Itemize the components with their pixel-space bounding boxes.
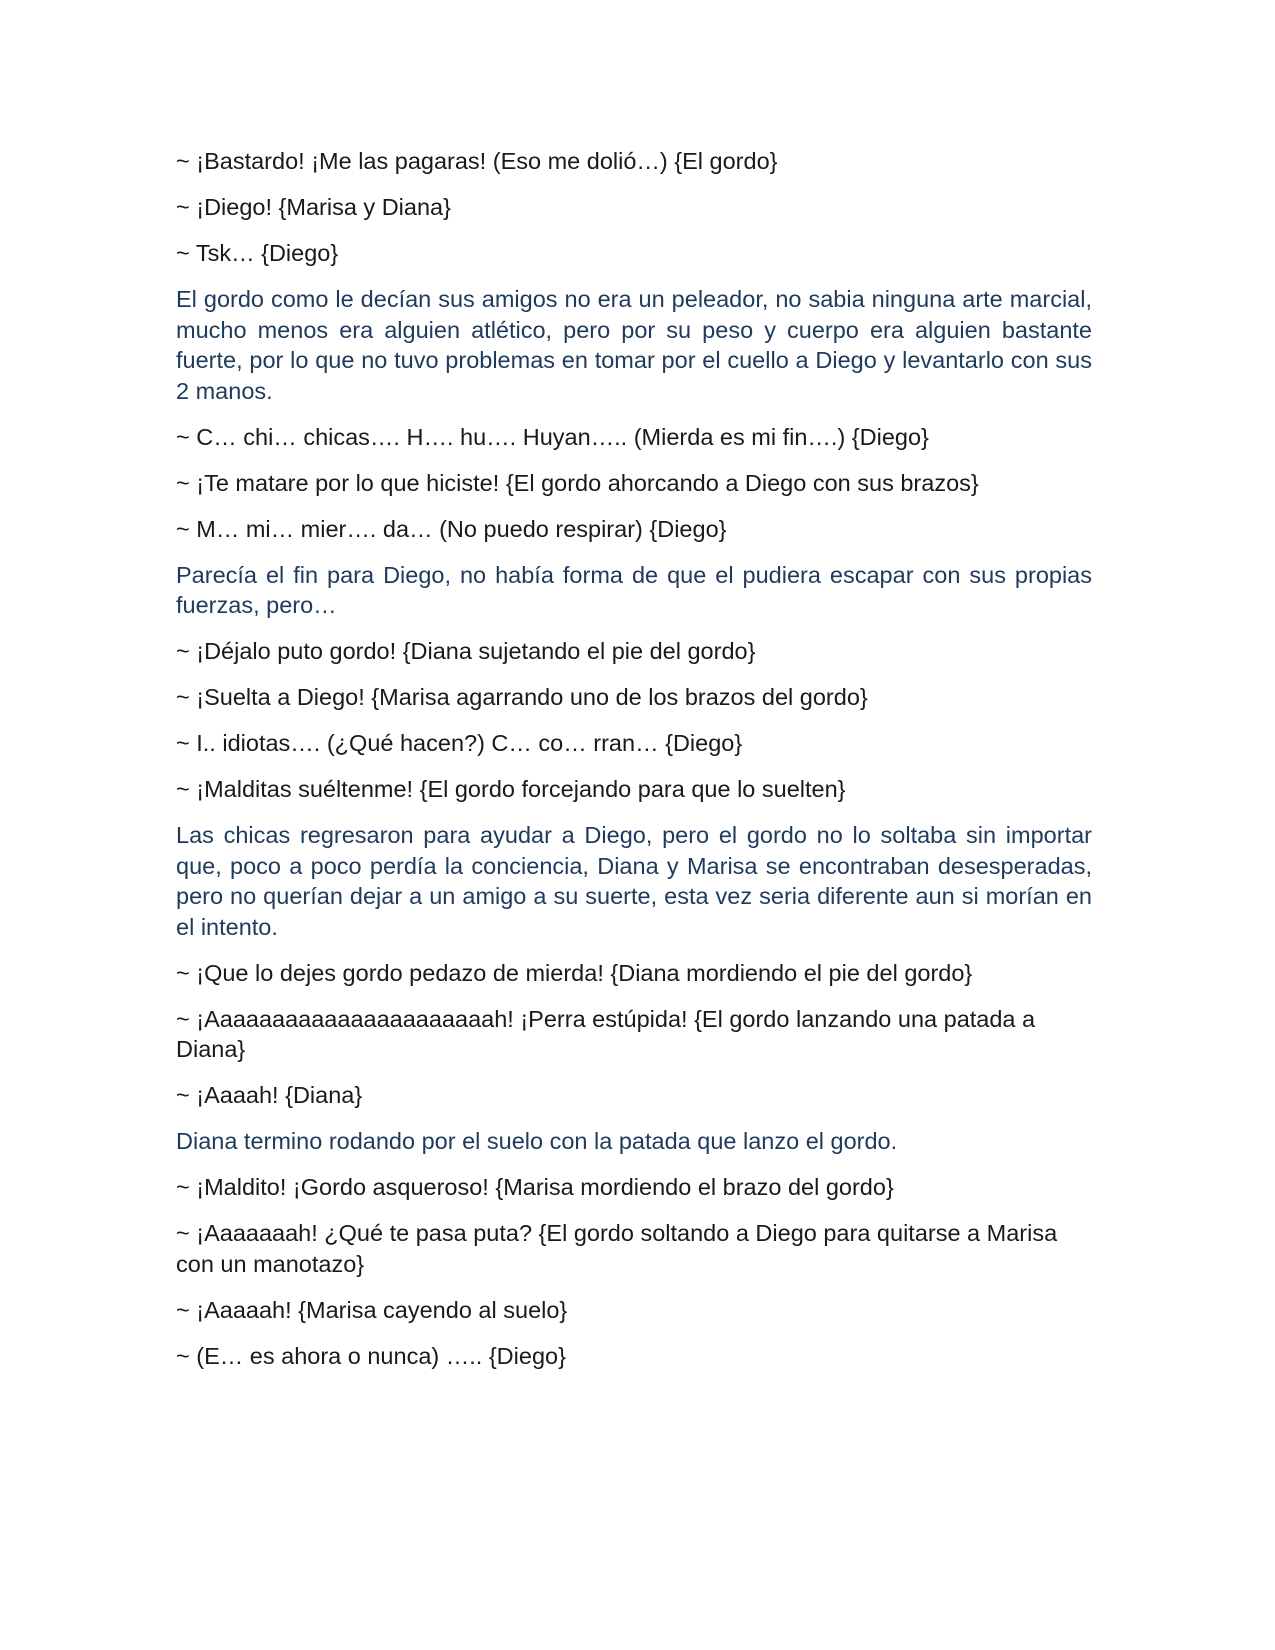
dialogue-line: ~ ¡Suelta a Diego! {Marisa agarrando uno de los brazos del gordo} (176, 684, 868, 710)
dialogue-line: ~ ¡Déjalo puto gordo! {Diana sujetando el pie del gordo} (176, 638, 756, 664)
narration-paragraph: Parecía el fin para Diego, no había forma de que el pudiera escapar con sus propias fuerzas, pero… (176, 561, 1092, 618)
dialogue-line: ~ (E… es ahora o nunca) ….. {Diego} (176, 1342, 566, 1369)
dialogue-line: ~ ¡Aaaaaaaaaaaaaaaaaaaaaah! ¡Perra estúpida! {El gordo lanzando una patada a Diana} (176, 1005, 1036, 1062)
narration-paragraph: El gordo como le decían sus amigos no era un peleador, no sabia ninguna arte marcial, mucho menos era alguien atlético, pero por su peso y cuerpo era alguien bastante fuerte, por lo que no tuvo problemas en tomar por el cuello a Diego y levantarlo con sus 2 manos. (176, 286, 1092, 404)
document-body (176, 146, 1092, 1387)
dialogue-line: ~ ¡Aaaah! {Diana} (176, 1082, 363, 1108)
dialogue-line: ~ ¡Maldito! ¡Gordo asqueroso! {Marisa mordiendo el brazo del gordo} (176, 1174, 894, 1200)
dialogue-line: ~ ¡Aaaaah! {Marisa cayendo al suelo} (176, 1296, 568, 1323)
dialogue-line: ~ M… mi… mier…. da… (No puedo respirar) {Diego} (176, 515, 727, 542)
dialogue-line: ~ ¡Te matare por lo que hiciste! {El gordo ahorcando a Diego con sus brazos} (176, 469, 979, 496)
dialogue-line: ~ ¡Aaaaaaah! ¿Qué te pasa puta? {El gordo soltando a Diego para quitarse a Marisa con un manotazo} (176, 1220, 1058, 1277)
dialogue-line: ~ ¡Diego! {Marisa y Diana} (176, 194, 451, 220)
dialogue-line: ~ C… chi… chicas…. H…. hu…. Huyan….. (Mierda es mi fin….) {Diego} (176, 423, 929, 450)
dialogue-line: ~ Tsk… {Diego} (176, 240, 339, 266)
narration-paragraph: Diana termino rodando por el suelo con la patada que lanzo el gordo. (176, 1128, 898, 1154)
dialogue-line: ~ ¡Bastardo! ¡Me las pagaras! (Eso me dolió…) {El gordo} (176, 148, 778, 174)
dialogue-line: ~ ¡Malditas suéltenme! {El gordo forcejando para que lo suelten} (176, 776, 846, 802)
dialogue-line: ~ ¡Que lo dejes gordo pedazo de mierda! {Diana mordiendo el pie del gordo} (176, 959, 973, 986)
dialogue-line: ~ I.. idiotas…. (¿Qué hacen?) C… co… rran… {Diego} (176, 730, 743, 756)
narration-paragraph: Las chicas regresaron para ayudar a Diego, pero el gordo no lo soltaba sin importar que, poco a poco perdía la conciencia, Diana y Marisa se encontraban desesperadas, pero no querían dejar a un amigo a su suerte, esta vez seria diferente aun si morían en el intento. (176, 822, 1092, 940)
